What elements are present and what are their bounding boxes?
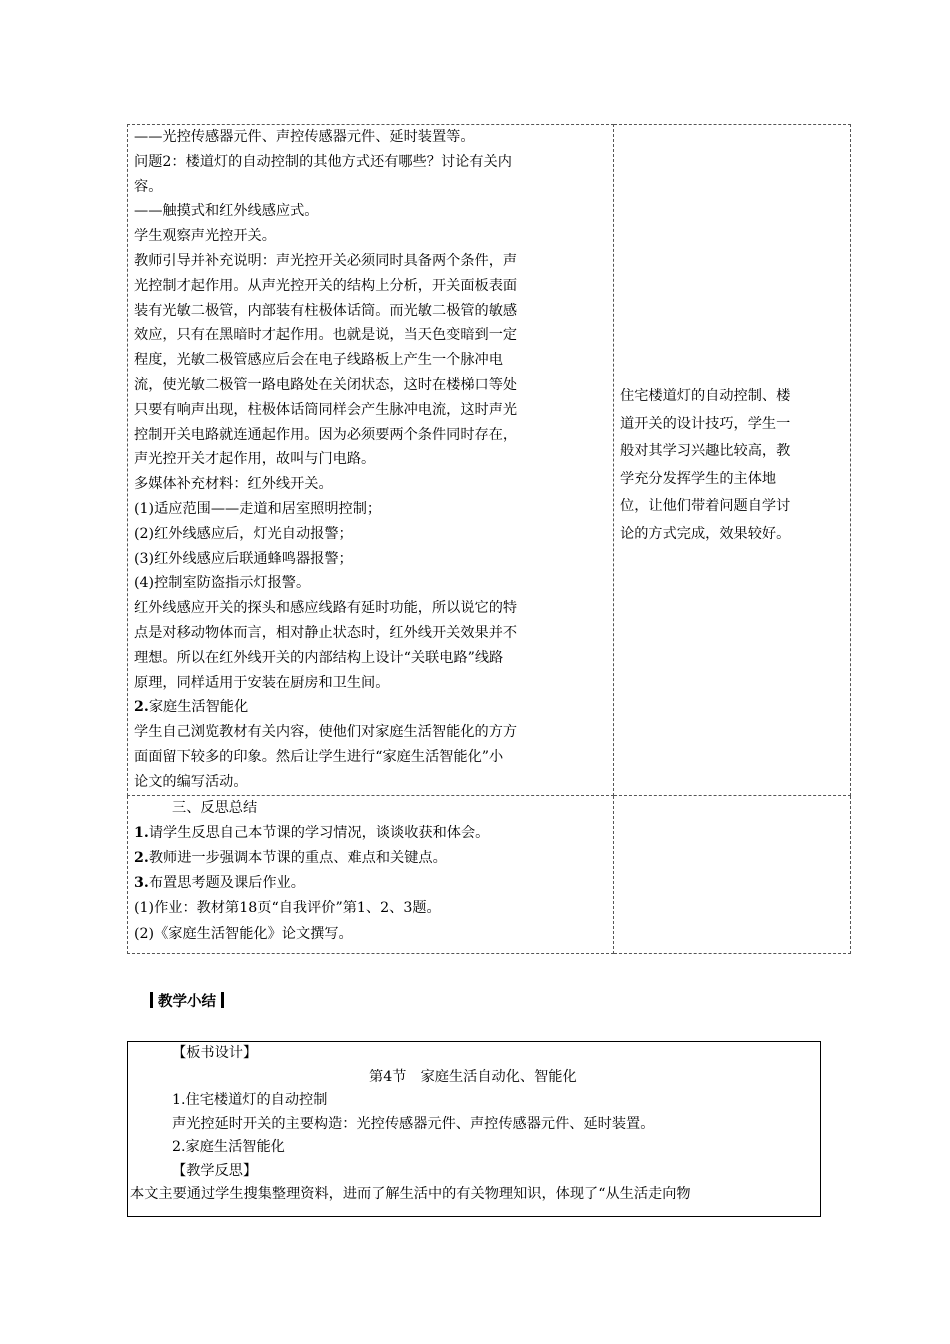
lesson-table: [127, 124, 851, 954]
text-line: 容。: [134, 178, 163, 195]
list-item: 1.请学生反思自己本节课的学习情况，谈谈收获和体会。: [134, 824, 490, 841]
bar-right-icon: [221, 992, 224, 1008]
reflection-items: [134, 821, 607, 897]
design-intent-cell: [614, 125, 851, 796]
board-design-label: 【板书设计】: [172, 1045, 258, 1061]
reflection-summary-cell: [128, 795, 614, 953]
text-line: 论文的编写活动。: [134, 773, 248, 790]
list-item: 3.布置思考题及课后作业。: [134, 875, 305, 892]
text-line: 控制开关电路就连通起作用。因为必须要两个条件同时存在，: [134, 426, 518, 443]
text-line: (1)适应范围——走道和居室照明控制；: [134, 500, 382, 517]
list-item: 2.教师进一步强调本节课的重点、难点和关键点。: [134, 849, 447, 866]
text-line: 面面留下较多的印象。然后让学生进行“家庭生活智能化”小: [134, 748, 504, 765]
text-line: 程度，光敏二极管感应后会在电子线路板上产生一个脉冲电: [134, 352, 503, 369]
text-line: (1)作业：教材第18页“自我评价”第1、2、3题。: [134, 900, 441, 917]
text-line: (4)控制室防盗指示灯报警。: [134, 575, 311, 592]
text-line: 效应，只有在黑暗时才起作用。也就是说，当天色变暗到一定: [134, 327, 518, 344]
teaching-reflection-text: 本文主要通过学生搜集整理资料，进而了解生活中的有关物理知识，体现了“从生活走向物: [130, 1186, 691, 1202]
smart-home-text: [134, 720, 607, 794]
text-line: 声光控开关才起作用，故叫与门电路。: [134, 451, 376, 468]
text-line: 论的方式完成，效果较好。: [620, 525, 791, 542]
design-intent-text: [620, 125, 844, 548]
bar-left-icon: [150, 992, 153, 1008]
text-line: (2)红外线感应后，灯光自动报警；: [134, 525, 353, 542]
teaching-process-cell: [128, 125, 614, 796]
board-item-2: 2.家庭生活智能化: [172, 1139, 285, 1155]
text-line: 流，使光敏二极管一路电路处在关闭状态，这时在楼梯口等处: [134, 376, 518, 393]
text-line: 教师引导并补充说明：声光控开关必须同时具备两个条件，声: [134, 252, 518, 269]
text-line: 道开关的设计技巧，学生一: [620, 415, 791, 432]
teaching-summary-heading: 教学小结: [145, 990, 229, 1014]
text-line: 装有光敏二极管，内部装有柱极体话筒。而光敏二极管的敏感: [134, 302, 518, 319]
text-line: 学生观察声光控开关。: [134, 228, 276, 245]
text-line: 住宅楼道灯的自动控制、楼: [620, 388, 791, 404]
board-section-title: 第4节 家庭生活自动化、智能化: [369, 1068, 577, 1085]
board-item-1: 1.住宅楼道灯的自动控制: [172, 1092, 328, 1108]
board-item-1-detail: 声光控延时开关的主要构造：光控传感器元件、声控传感器元件、延时装置。: [172, 1115, 655, 1132]
text-line: 学生自己浏览教材有关内容，使他们对家庭生活智能化的方方: [134, 724, 518, 741]
text-line: ——触摸式和红外线感应式。: [134, 203, 319, 220]
board-design-box: [127, 1041, 821, 1217]
table-row: [128, 795, 851, 953]
reflection-summary-title: 三、反思总结: [172, 799, 258, 816]
text-line: 只要有响声出现，柱极体话筒同样会产生脉冲电流，这时声光: [134, 401, 518, 418]
text-line: 般对其学习兴趣比较高，教: [620, 443, 791, 459]
teaching-process-text: [134, 125, 607, 695]
text-line: 光控制才起作用。从声光控开关的结构上分析，开关面板表面: [134, 277, 518, 294]
table-row: [128, 125, 851, 796]
section-heading-smart-home: 2.家庭生活智能化: [134, 699, 249, 716]
text-line: (2)《家庭生活智能化》论文撰写。: [134, 925, 353, 942]
text-line: 位，让他们带着问题自学讨: [620, 498, 791, 514]
text-line: 理想。所以在红外线开关的内部结构上设计“关联电路”线路: [134, 649, 504, 666]
text-line: 原理，同样适用于安装在厨房和卫生间。: [134, 674, 390, 691]
text-line: 点是对移动物体而言，相对静止状态时，红外线开关效果并不: [134, 624, 518, 641]
text-line: (3)红外线感应后联通蜂鸣器报警；: [134, 550, 353, 567]
text-line: 多媒体补充材料：红外线开关。: [134, 476, 333, 493]
text-line: 红外线感应开关的探头和感应线路有延时功能，所以说它的特: [134, 600, 518, 617]
text-line: 学充分发挥学生的主体地: [620, 470, 777, 487]
homework-items: [134, 896, 607, 946]
text-line: ——光控传感器元件、声控传感器元件、延时装置等。: [134, 129, 475, 145]
empty-cell: [614, 795, 851, 953]
text-line: 问题2：楼道灯的自动控制的其他方式还有哪些？讨论有关内: [134, 153, 512, 170]
teaching-reflection-label: 【教学反思】: [172, 1162, 258, 1179]
